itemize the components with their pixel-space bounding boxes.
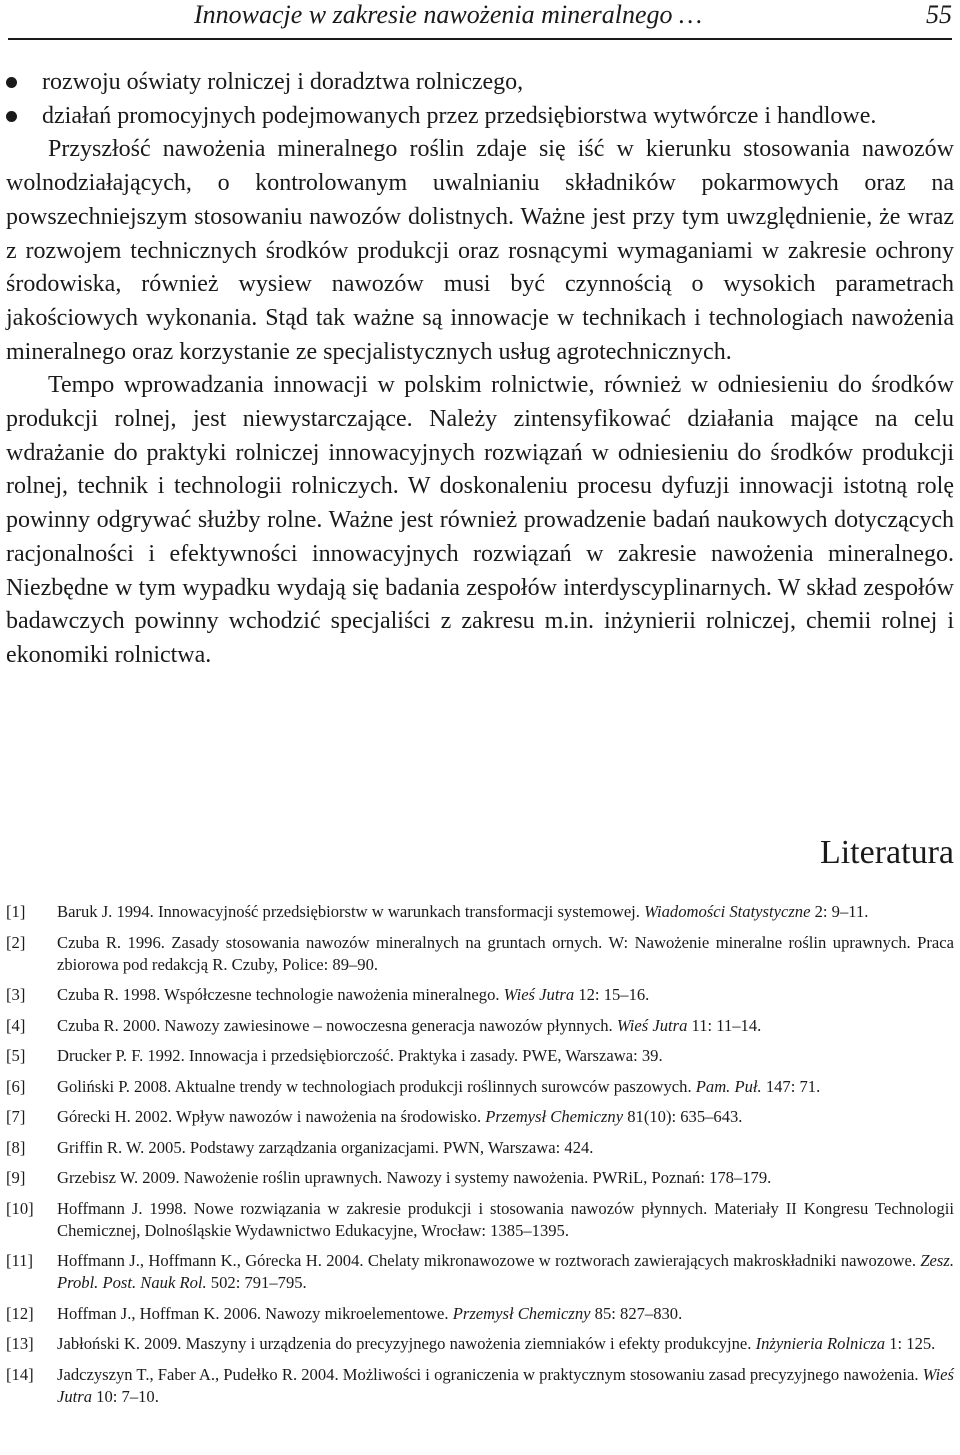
bullet-icon — [6, 111, 17, 122]
paragraph: Przyszłość nawożenia mineralnego roślin zdaje się iść w kierunku stosowania nawozów wolnodziałających, o kontrolowanym uwalnianiu składników pokarmowych oraz na powszechniejszym stosowaniu nawozów dolistnych. Ważne jest przy tym uwzględnienie, że wraz z rozwojem technicznych środków produkcji oraz rosnącymi wymaganiami w zakresie ochrony środowiska, również wysiew nawozów musi być czynnością o wysokich parametrach jakościowych wykonania. Stąd tak ważne są innowacje w technikach i technologiach nawożenia mineralnego oraz korzystanie ze specjalistycznych usług agrotechnicznych. — [6, 136, 954, 365]
reference-journal: Zesz. Probl. Post. Nauk Rol. — [57, 1251, 954, 1292]
reference-journal: Pam. Puł. — [695, 1076, 762, 1096]
reference-number: [14] — [6, 1364, 34, 1384]
reference-item — [6, 1198, 954, 1242]
reference-item — [6, 1333, 954, 1355]
reference-text: Czuba R. 1996. Zasady stosowania nawozów mineralnych na gruntach ornych. W: Nawożenie mineralne roślin uprawnych. Praca zbiorowa pod redakcją R. Czuby, Police: 89–90. — [57, 932, 954, 974]
paragraph: Tempo wprowadzania innowacji w polskim rolnictwie, również w odniesieniu do środków produkcji rolnej, jest niewystarczające. Należy zintensyfikować działania mające na celu wdrażanie do praktyki rolniczej innowacyjnych rozwiązań w odniesieniu do środków produkcji rolnej, technik i technologii rolniczych. W doskonaleniu procesu dyfuzji innowacji istotną rolę powinny odgrywać służby rolne. Ważne jest również prowadzenie badań naukowych dotyczących racjonalności i efektywności innowacyjnych rozwiązań w zakresie nawożenia mineralnego. Niezbędne w tym wypadku wydają się badania zespołów interdyscyplinarnych. W skład zespołów badawczych powinny wchodzić specjaliści z zakresu m.in. inżynierii rolniczej, chemii rolnej i ekonomiki rolnictwa. — [6, 372, 954, 668]
reference-item — [6, 1167, 954, 1189]
reference-item — [6, 1364, 954, 1408]
reference-journal: Wieś Jutra — [616, 1015, 688, 1035]
page-number: 55 — [926, 0, 952, 29]
reference-number: [12] — [6, 1303, 34, 1323]
reference-journal: Inżynieria Rolnicza — [755, 1334, 886, 1353]
reference-item — [6, 1045, 954, 1067]
reference-locator: 81(10): 635–643. — [623, 1107, 743, 1126]
reference-text: Baruk J. 1994. Innowacyjność przedsiębiorstw w warunkach transformacji systemowej. — [57, 902, 645, 921]
reference-locator: 11: 11–14. — [687, 1015, 762, 1035]
reference-text: Jadczyszyn T., Faber A., Pudełko R. 2004. Możliwości i ograniczenia w praktycznym stosowaniu zasad precyzyjnego nawożenia. — [57, 1364, 923, 1384]
reference-number: [1] — [6, 902, 26, 921]
reference-text: Czuba R. 1998. Współczesne technologie nawożenia mineralnego. — [57, 985, 504, 1004]
reference-locator: 2: 9–11. — [810, 902, 869, 921]
bullet-text: rozwoju oświaty rolniczej i doradztwa rolniczego, — [42, 69, 524, 95]
reference-text: Hoffmann J., Hoffmann K., Górecka H. 2004. Chelaty mikronawozowe w roztworach zawierających makroskładniki nawozowe. — [57, 1251, 921, 1270]
bullet-icon — [6, 77, 17, 88]
reference-text: Czuba R. 2000. Nawozy zawiesinowe – nowoczesna generacja nawozów płynnych. — [57, 1015, 617, 1035]
reference-number: [3] — [6, 985, 26, 1004]
reference-text: Hoffmann J. 1998. Nowe rozwiązania w zakresie produkcji i stosowania nawozów płynnych. Materiały II Kongresu Technologii Chemicznej, Dolnośląskie Wydawnictwo Edukacyjne, Wrocław: 1385–1395. — [57, 1198, 954, 1240]
bullet-text: działań promocyjnych podejmowanych przez przedsiębiorstwa wytwórcze i handlowe. — [42, 102, 877, 129]
reference-number: [5] — [6, 1046, 26, 1065]
reference-journal: Przemysł Chemiczny — [452, 1303, 591, 1323]
reference-number: [13] — [6, 1334, 34, 1353]
reference-item — [6, 1076, 954, 1098]
reference-locator: 12: 15–16. — [574, 985, 650, 1004]
reference-text: Hoffman J., Hoffman K. 2006. Nawozy mikroelementowe. — [57, 1303, 453, 1323]
reference-item — [6, 1303, 954, 1325]
reference-locator: 502: 791–795. — [206, 1273, 307, 1292]
running-header-title: Innowacje w zakresie nawożenia mineralnego … — [194, 0, 703, 29]
bullet-item — [6, 66, 954, 100]
reference-number: [9] — [6, 1168, 26, 1187]
reference-journal: Wieś Jutra — [503, 985, 575, 1004]
reference-item — [6, 901, 954, 923]
reference-locator: 10: 7–10. — [92, 1386, 159, 1406]
reference-number: [4] — [6, 1015, 26, 1035]
reference-item — [6, 1250, 954, 1294]
reference-text: Górecki H. 2002. Wpływ nawozów i nawożenia na środowisko. — [57, 1107, 486, 1126]
bullet-list — [6, 66, 954, 133]
reference-locator: 1: 125. — [885, 1334, 936, 1353]
reference-locator: 85: 827–830. — [590, 1303, 683, 1323]
reference-item — [6, 1137, 954, 1159]
section-heading: Literatura — [819, 834, 954, 871]
reference-number: [7] — [6, 1107, 26, 1126]
reference-text: Griffin R. W. 2005. Podstawy zarządzania organizacjami. PWN, Warszawa: 424. — [57, 1137, 594, 1157]
reference-item — [6, 932, 954, 976]
reference-locator: 147: 71. — [761, 1076, 821, 1096]
reference-journal: Wiadomości Statystyczne — [644, 902, 811, 921]
reference-list — [6, 901, 954, 1416]
reference-journal: Przemysł Chemiczny — [485, 1107, 624, 1126]
reference-journal: Wieś Jutra — [57, 1364, 954, 1406]
body-text — [6, 66, 954, 673]
reference-number: [6] — [6, 1076, 26, 1096]
reference-number: [11] — [6, 1251, 34, 1270]
reference-item — [6, 1015, 954, 1037]
reference-number: [2] — [6, 932, 26, 952]
reference-number: [10] — [6, 1198, 34, 1218]
reference-text: Grzebisz W. 2009. Nawożenie roślin uprawnych. Nawozy i systemy nawożenia. PWRiL, Poznań: 178–179. — [57, 1168, 772, 1187]
bullet-item — [6, 100, 954, 134]
reference-text: Goliński P. 2008. Aktualne trendy w technologiach produkcji roślinnych surowców paszowych. — [57, 1076, 696, 1096]
reference-text: Drucker P. F. 1992. Innowacja i przedsiębiorczość. Praktyka i zasady. PWE, Warszawa: 39. — [57, 1046, 663, 1065]
reference-item — [6, 1106, 954, 1128]
reference-item — [6, 984, 954, 1006]
running-header — [8, 0, 952, 40]
reference-number: [8] — [6, 1137, 26, 1157]
reference-text: Jabłoński K. 2009. Maszyny i urządzenia do precyzyjnego nawożenia ziemniaków i efekty produkcyjne. — [57, 1334, 756, 1353]
